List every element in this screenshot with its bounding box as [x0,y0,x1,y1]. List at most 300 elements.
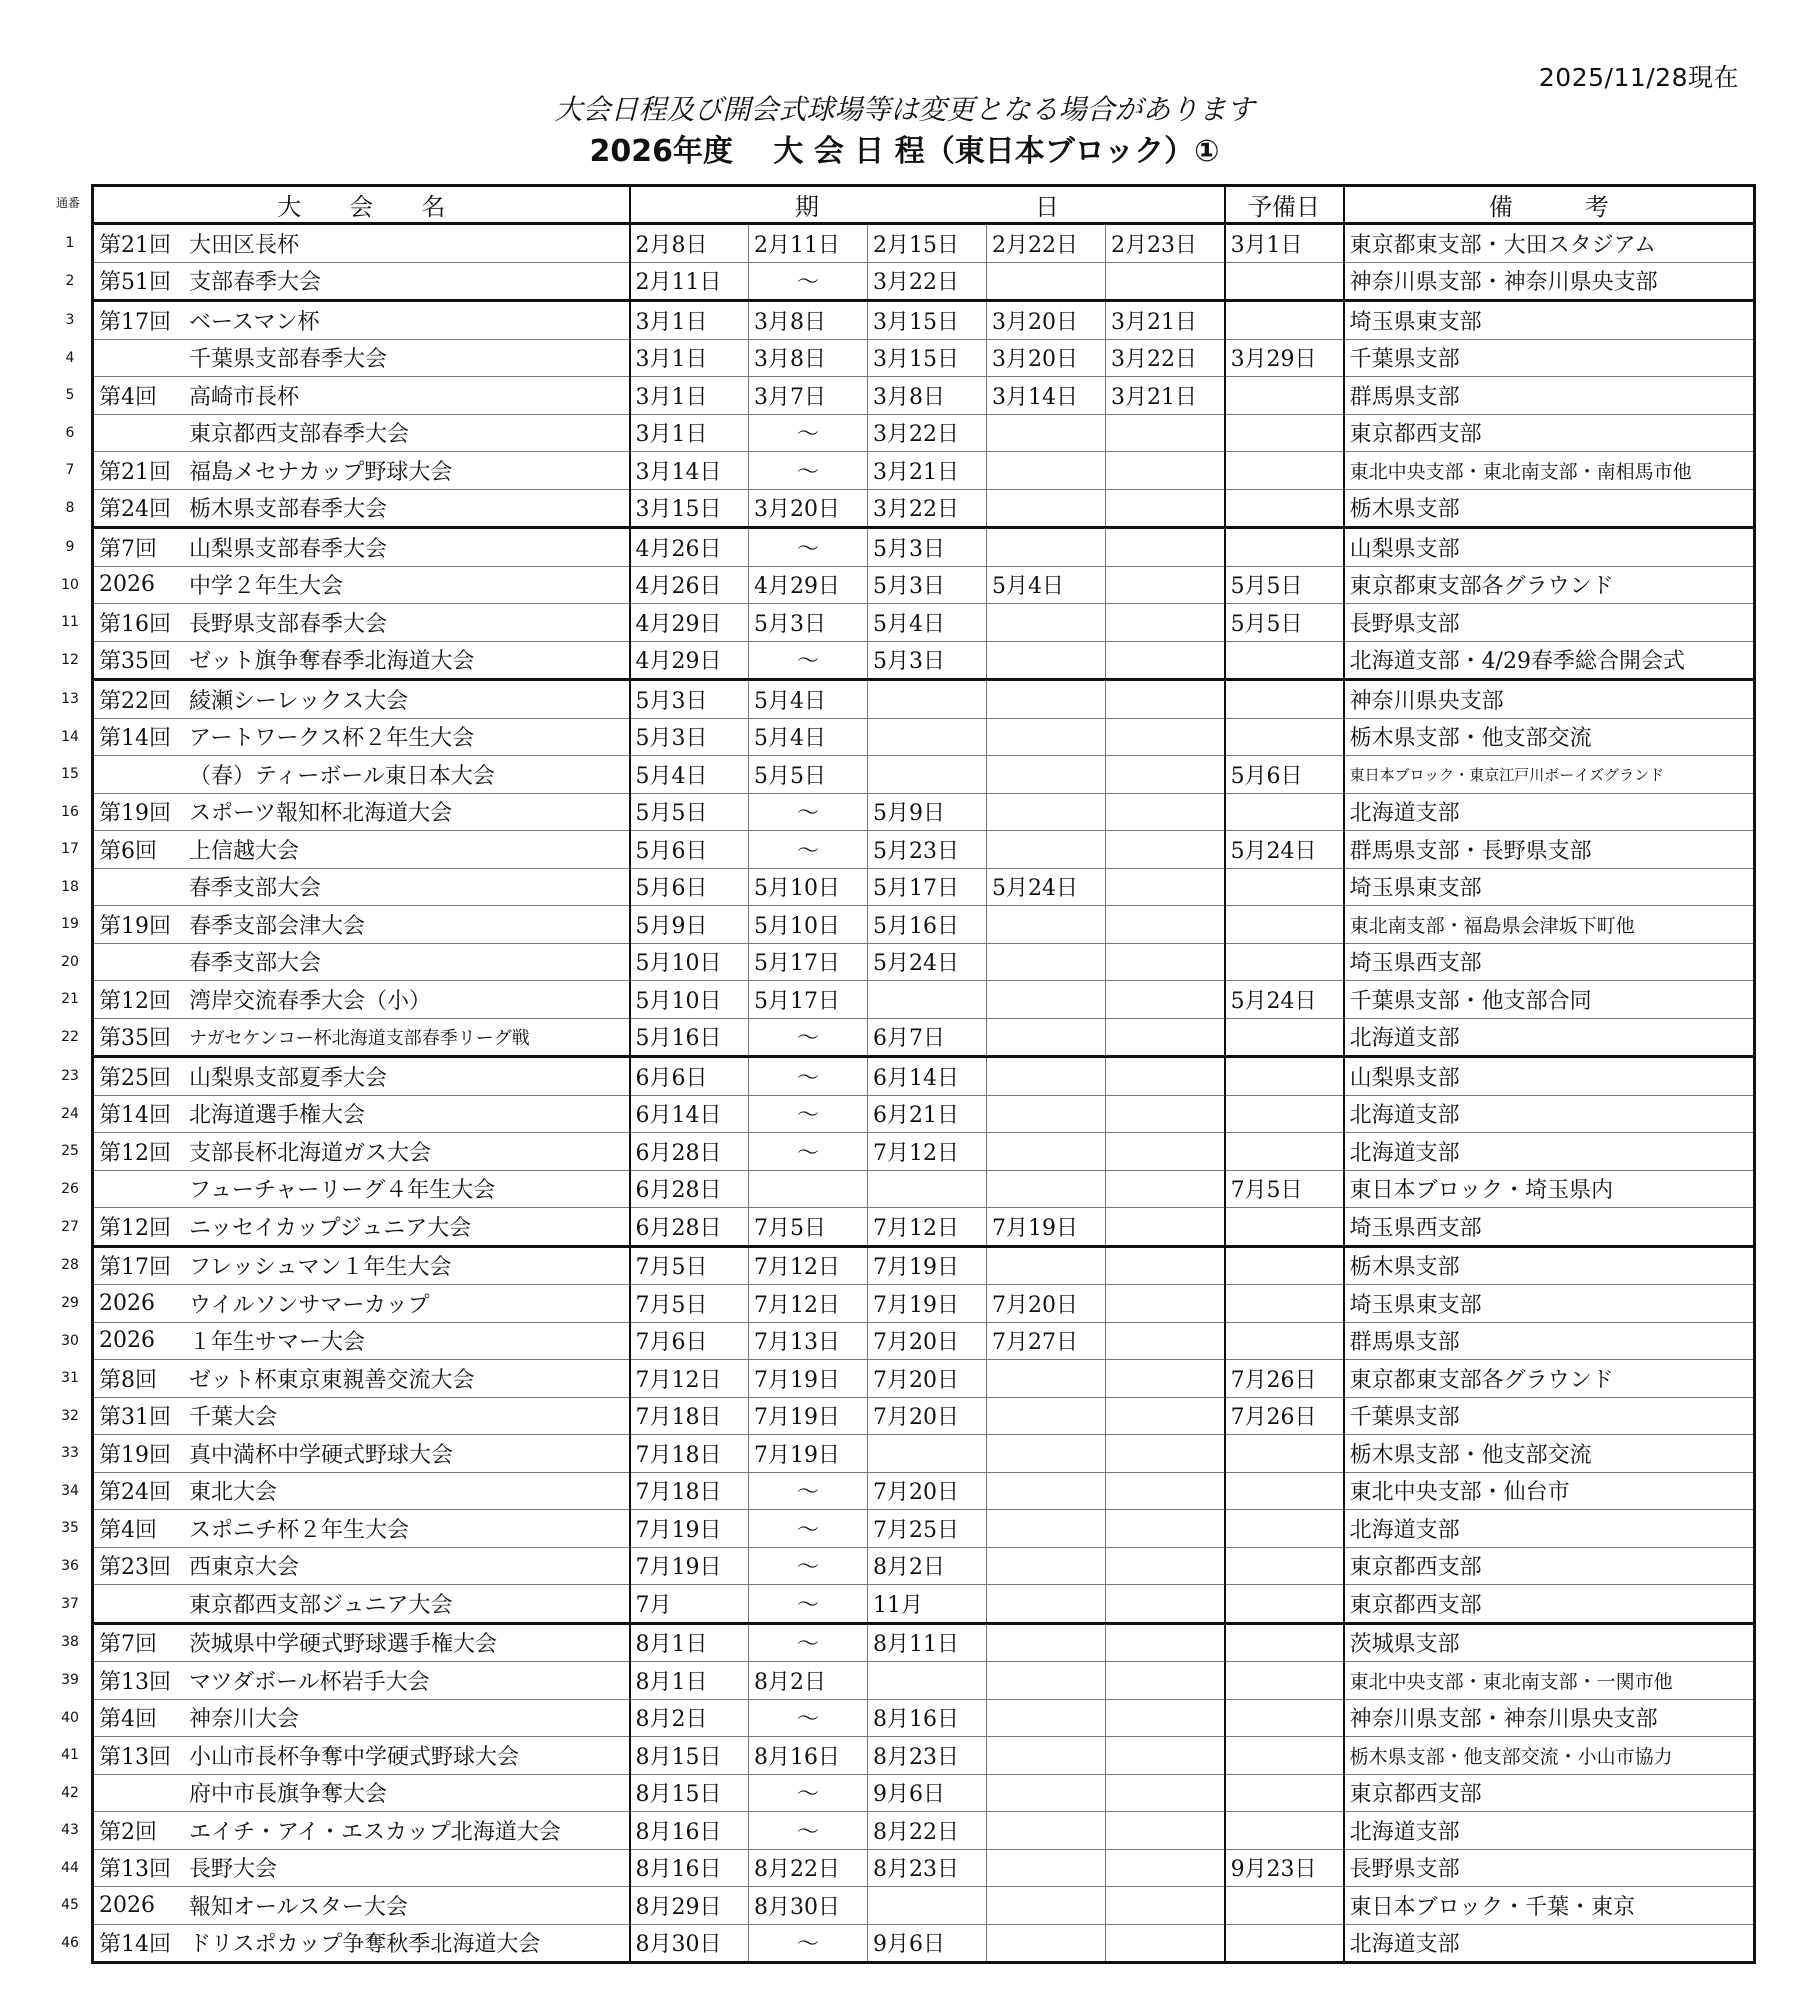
date-cell: 7月27日 [987,1322,1106,1360]
remarks-cell: 東日本ブロック・千葉・東京 [1344,1887,1755,1925]
tournament-cell [93,718,630,756]
remarks-cell: 北海道支部 [1344,1018,1755,1057]
date-cell [1106,943,1225,981]
date-cell: ～ [749,793,868,831]
date-cell: 11月 [868,1585,987,1624]
date-cell: 8月22日 [749,1849,868,1887]
date-cell: 9月6日 [868,1924,987,1963]
tournament-name: １年生サマー大会 [189,1330,366,1356]
edition-label: 2026 [99,1892,155,1918]
date-cell [987,1397,1106,1435]
date-cell: 7月25日 [868,1510,987,1548]
date-cell: 4月29日 [749,566,868,604]
row-number: 14 [61,728,79,745]
remarks-cell: 東京都東支部・大田スタジアム [1344,224,1755,263]
date-cell [1106,1133,1225,1171]
edition-label: 2026 [99,1328,155,1354]
tournament-cell [93,1435,630,1473]
date-cell: 3月20日 [987,301,1106,340]
change-notice: 大会日程及び開会式球場等は変更となる場合があります [554,93,1255,126]
table-row [93,452,1755,490]
edition-label: 第21回 [99,459,171,485]
edition-label: 第2回 [99,1819,157,1845]
reserve-date-cell [1225,1018,1344,1057]
tournament-name: 山梨県支部春季大会 [189,536,388,562]
tournament-name: 西東京大会 [189,1555,300,1581]
row-number: 8 [65,500,75,517]
date-cell [868,680,987,719]
date-cell [1106,566,1225,604]
row-number: 2 [65,273,75,290]
date-cell: ～ [749,1699,868,1737]
date-cell: 3月15日 [630,489,749,528]
tournament-cell [93,377,630,415]
remarks-cell: 千葉県支部・他支部合同 [1344,981,1755,1019]
date-cell: 5月24日 [987,868,1106,906]
table-row [93,1662,1755,1700]
table-row [93,377,1755,415]
date-cell [987,1170,1106,1208]
tournament-cell [93,1585,630,1624]
remarks-cell: 栃木県支部 [1344,1246,1755,1285]
tournament-cell [93,1510,630,1548]
edition-label: 第24回 [99,1480,171,1506]
remarks-cell: 千葉県支部 [1344,339,1755,377]
remarks-cell: 栃木県支部・他支部交流 [1344,718,1755,756]
date-cell [1106,1322,1225,1360]
tournament-name: 千葉県支部春季大会 [189,347,388,373]
remarks-cell: 長野県支部 [1344,1849,1755,1887]
tournament-cell [93,1924,630,1963]
date-cell [987,1774,1106,1812]
row-number: 22 [61,1029,79,1046]
remarks-cell: 北海道支部 [1344,1133,1755,1171]
reserve-date-cell [1225,1887,1344,1925]
date-cell [1106,1435,1225,1473]
date-cell [1106,1887,1225,1925]
reserve-date-cell [1225,1208,1344,1247]
row-number: 30 [61,1332,79,1349]
table-row [93,1774,1755,1812]
date-cell: ～ [749,1095,868,1133]
tournament-name: 栃木県支部春季大会 [189,497,388,523]
table-row [93,641,1755,680]
tournament-name: ドリスポカップ争奪秋季北海道大会 [189,1932,541,1958]
remarks-cell: 埼玉県東支部 [1344,868,1755,906]
date-cell: 8月2日 [868,1547,987,1585]
date-cell [987,414,1106,452]
date-cell [987,1585,1106,1624]
tournament-cell [93,528,630,567]
row-number: 10 [61,576,79,593]
remarks-cell: 東京都西支部 [1344,1547,1755,1585]
table-row [93,489,1755,528]
date-cell [987,262,1106,301]
tournament-name: アートワークス杯２年生大会 [189,726,475,752]
edition-label: 第12回 [99,1140,171,1166]
table-row [93,1924,1755,1963]
edition-label: 第19回 [99,1442,171,1468]
date-cell: 3月7日 [749,377,868,415]
row-number: 35 [61,1520,79,1537]
remarks-cell: 東京都西支部 [1344,1585,1755,1624]
date-cell: 7月6日 [630,1322,749,1360]
row-number: 37 [61,1595,79,1612]
date-cell: 5月9日 [868,793,987,831]
date-cell [1106,641,1225,680]
row-number: 33 [61,1445,79,1462]
row-number: 27 [61,1218,79,1235]
reserve-date-cell [1225,1472,1344,1510]
reserve-date-cell: 7月26日 [1225,1397,1344,1435]
tournament-cell [93,604,630,642]
date-cell [987,1812,1106,1850]
remarks-cell: 神奈川県央支部 [1344,680,1755,719]
date-cell: 7月19日 [749,1435,868,1473]
date-cell: 3月14日 [987,377,1106,415]
date-cell [987,718,1106,756]
date-cell: ～ [749,452,868,490]
edition-label: 第14回 [99,1103,171,1129]
edition-label: 第19回 [99,801,171,827]
edition-label: 第13回 [99,1857,171,1883]
date-cell [987,1472,1106,1510]
reserve-date-cell [1225,1510,1344,1548]
tournament-cell [93,339,630,377]
date-cell [1106,1208,1225,1247]
edition-label: 第21回 [99,232,171,258]
row-number: 23 [61,1067,79,1084]
row-number: 24 [61,1105,79,1122]
date-cell: 8月15日 [630,1774,749,1812]
date-cell: 7月19日 [987,1208,1106,1247]
date-cell [987,641,1106,680]
tournament-name: 神奈川大会 [189,1707,300,1733]
reserve-date-cell [1225,1322,1344,1360]
date-cell: 8月16日 [630,1849,749,1887]
tournament-name: 茨城県中学硬式野球選手権大会 [189,1632,498,1658]
table-row [93,1170,1755,1208]
edition-label: 第17回 [99,309,171,335]
date-cell [1106,981,1225,1019]
date-cell: 5月3日 [630,718,749,756]
tournament-cell [93,831,630,869]
remarks-cell: 栃木県支部 [1344,489,1755,528]
date-cell [1106,1018,1225,1057]
edition-label: 2026 [99,1290,155,1316]
row-number: 25 [61,1143,79,1160]
reserve-date-cell [1225,1057,1344,1096]
tournament-cell [93,1397,630,1435]
table-row [93,566,1755,604]
date-cell: 7月18日 [630,1472,749,1510]
reserve-date-cell [1225,1547,1344,1585]
date-cell: 8月1日 [630,1662,749,1700]
tournament-name: 千葉大会 [189,1405,278,1431]
date-cell: ～ [749,414,868,452]
tournament-name: ベースマン杯 [189,309,320,335]
tournament-cell [93,1133,630,1171]
date-cell: 4月29日 [630,641,749,680]
edition-label: 第7回 [99,536,157,562]
table-row [93,718,1755,756]
row-number: 7 [65,462,75,479]
date-cell: ～ [749,1018,868,1057]
date-cell [1106,1924,1225,1963]
row-number: 11 [61,614,79,631]
date-cell [987,1887,1106,1925]
edition-label: 第25回 [99,1065,171,1091]
reserve-date-cell: 7月26日 [1225,1360,1344,1398]
date-cell [987,831,1106,869]
date-cell: 6月28日 [630,1208,749,1247]
tournament-cell [93,1208,630,1247]
date-cell: 5月16日 [630,1018,749,1057]
row-number: 9 [65,538,75,555]
date-cell: ～ [749,1774,868,1812]
tournament-cell [93,1018,630,1057]
date-cell: 3月20日 [987,339,1106,377]
table-row [93,1018,1755,1057]
date-cell: 5月10日 [630,943,749,981]
date-cell: 7月19日 [630,1510,749,1548]
date-cell: 4月26日 [630,528,749,567]
remarks-cell: 北海道支部 [1344,1095,1755,1133]
remarks-cell: 千葉県支部 [1344,1397,1755,1435]
edition-label: 第35回 [99,649,171,675]
reserve-date-cell [1225,414,1344,452]
date-cell: 6月7日 [868,1018,987,1057]
row-number: 43 [61,1822,79,1839]
date-cell [1106,831,1225,869]
tournament-cell [93,1095,630,1133]
date-cell [1106,1095,1225,1133]
date-cell: 7月18日 [630,1435,749,1473]
tournament-cell [93,1322,630,1360]
row-number: 29 [61,1295,79,1312]
date-cell: 4月29日 [630,604,749,642]
table-row [93,301,1755,340]
tournament-cell [93,906,630,944]
date-cell: ～ [749,1547,868,1585]
tournament-name: マツダボール杯岩手大会 [189,1669,430,1695]
tournament-name: スポーツ報知杯北海道大会 [189,801,453,827]
remarks-cell: 神奈川県支部・神奈川県央支部 [1344,262,1755,301]
remarks-cell: 茨城県支部 [1344,1623,1755,1662]
date-cell: ～ [749,1472,868,1510]
date-cell: 3月22日 [868,414,987,452]
row-number: 20 [61,953,79,970]
date-cell [1106,1170,1225,1208]
row-number: 42 [61,1784,79,1801]
table-row [93,1510,1755,1548]
reserve-date-cell: 3月29日 [1225,339,1344,377]
edition-label: 第17回 [99,1255,171,1281]
row-number: 13 [61,690,79,707]
reserve-date-cell [1225,1095,1344,1133]
reserve-date-cell: 5月5日 [1225,566,1344,604]
table-row [93,528,1755,567]
row-number: 32 [61,1407,79,1424]
date-cell: 7月20日 [868,1360,987,1398]
date-cell [987,1057,1106,1096]
reserve-date-cell [1225,793,1344,831]
reserve-date-cell [1225,528,1344,567]
edition-label: 第12回 [99,988,171,1014]
date-cell: ～ [749,1924,868,1963]
remarks-cell: 埼玉県東支部 [1344,1285,1755,1323]
tournament-cell [93,1472,630,1510]
date-cell [1106,756,1225,794]
tournament-name: 綾瀬シーレックス大会 [189,688,409,714]
date-cell: 3月1日 [630,377,749,415]
date-cell: 5月24日 [868,943,987,981]
date-cell [987,793,1106,831]
date-cell: 5月4日 [749,680,868,719]
tournament-name: 真中満杯中学硬式野球大会 [189,1442,454,1468]
remarks-cell: 東京都東支部各グラウンド [1344,566,1755,604]
tournament-name: フューチャーリーグ４年生大会 [189,1178,496,1204]
tournament-name: 福島メセナカップ野球大会 [189,459,453,485]
date-cell [1106,868,1225,906]
tournament-cell [93,680,630,719]
edition-label: 第6回 [99,838,157,864]
reserve-date-cell [1225,301,1344,340]
date-cell: 6月28日 [630,1133,749,1171]
reserve-date-cell [1225,1737,1344,1775]
date-cell [1106,1623,1225,1662]
tournament-cell [93,1849,630,1887]
row-number: 19 [61,916,79,933]
date-cell: 3月8日 [868,377,987,415]
table-row [93,943,1755,981]
tournament-cell [93,1285,630,1323]
tournament-name: 長野県支部春季大会 [189,611,388,637]
date-cell: 8月2日 [630,1699,749,1737]
tournament-name: 小山市長杯争奪中学硬式野球大会 [189,1744,520,1770]
date-cell [1106,1849,1225,1887]
date-cell: 4月26日 [630,566,749,604]
date-cell: 3月20日 [749,489,868,528]
tournament-cell [93,301,630,340]
date-cell: 5月10日 [749,868,868,906]
tournament-cell [93,793,630,831]
row-number: 39 [61,1672,79,1689]
date-cell [1106,680,1225,719]
date-cell: ～ [749,831,868,869]
table-row [93,1472,1755,1510]
date-cell [749,1170,868,1208]
reserve-date-cell [1225,1924,1344,1963]
date-cell: ～ [749,1623,868,1662]
reserve-date-cell [1225,1774,1344,1812]
reserve-date-cell [1225,1623,1344,1662]
date-cell [1106,1397,1225,1435]
date-cell: 3月21日 [1106,301,1225,340]
tournament-name: ゼット旗争奪春季北海道大会 [189,649,475,675]
row-number: 12 [61,652,79,669]
date-cell: 5月5日 [630,793,749,831]
remarks-cell: 東北南支部・福島県会津坂下町他 [1344,906,1755,944]
edition-label: 第14回 [99,726,171,752]
date-cell [1106,1547,1225,1585]
date-cell: 2月11日 [630,262,749,301]
tournament-name: 春季支部大会 [189,876,322,902]
date-cell [1106,1699,1225,1737]
date-cell [868,1170,987,1208]
remarks-cell: 北海道支部・4/29春季総合開会式 [1344,641,1755,680]
reserve-date-cell: 5月24日 [1225,831,1344,869]
remarks-cell: 東北中央支部・東北南支部・一関市他 [1344,1662,1755,1700]
date-cell: 3月8日 [749,339,868,377]
date-cell [987,1623,1106,1662]
reserve-date-cell: 5月24日 [1225,981,1344,1019]
date-cell: 3月1日 [630,339,749,377]
date-cell [1106,489,1225,528]
row-number: 15 [61,766,79,783]
remarks-cell: 群馬県支部 [1344,377,1755,415]
date-cell [1106,1510,1225,1548]
tournament-name: フレッシュマン１年生大会 [189,1255,452,1281]
date-cell: 3月15日 [868,339,987,377]
tournament-cell [93,224,630,263]
date-cell [987,1737,1106,1775]
remarks-cell: 東京都東支部各グラウンド [1344,1360,1755,1398]
edition-label: 第13回 [99,1744,171,1770]
edition-label: 第4回 [99,1707,157,1733]
table-row [93,604,1755,642]
table-row [93,1285,1755,1323]
date-cell [987,1662,1106,1700]
tournament-name: （春）ティーボール東日本大会 [189,763,495,789]
tournament-cell [93,1737,630,1775]
date-cell [987,1360,1106,1398]
date-cell [868,1887,987,1925]
table-row [93,1623,1755,1662]
edition-label: 第8回 [99,1367,157,1393]
date-cell: 7月12日 [868,1208,987,1247]
reserve-date-cell [1225,1662,1344,1700]
edition-label: 2026 [99,572,155,598]
date-cell [987,1133,1106,1171]
date-cell: 3月22日 [868,262,987,301]
remarks-cell: 北海道支部 [1344,1510,1755,1548]
row-number: 44 [61,1859,79,1876]
remarks-cell: 埼玉県東支部 [1344,301,1755,340]
date-cell: 2月22日 [987,224,1106,263]
date-cell: 7月5日 [630,1246,749,1285]
reserve-date-cell [1225,1699,1344,1737]
row-number: 6 [65,424,75,441]
reserve-date-cell [1225,1133,1344,1171]
tournament-name: エイチ・アイ・エスカップ北海道大会 [189,1819,561,1845]
date-cell [987,981,1106,1019]
date-cell [987,1018,1106,1057]
tournament-cell [93,262,630,301]
header-reserve: 予備日 [1225,186,1344,224]
edition-label: 第7回 [99,1632,157,1658]
tournament-cell [93,641,630,680]
reserve-date-cell [1225,1435,1344,1473]
date-cell: 7月5日 [749,1208,868,1247]
date-cell [1106,1774,1225,1812]
edition-label: 第4回 [99,384,157,410]
table-row [93,414,1755,452]
tournament-cell [93,1887,630,1925]
date-cell: 8月11日 [868,1623,987,1662]
row-number: 45 [61,1897,79,1914]
date-cell [987,680,1106,719]
